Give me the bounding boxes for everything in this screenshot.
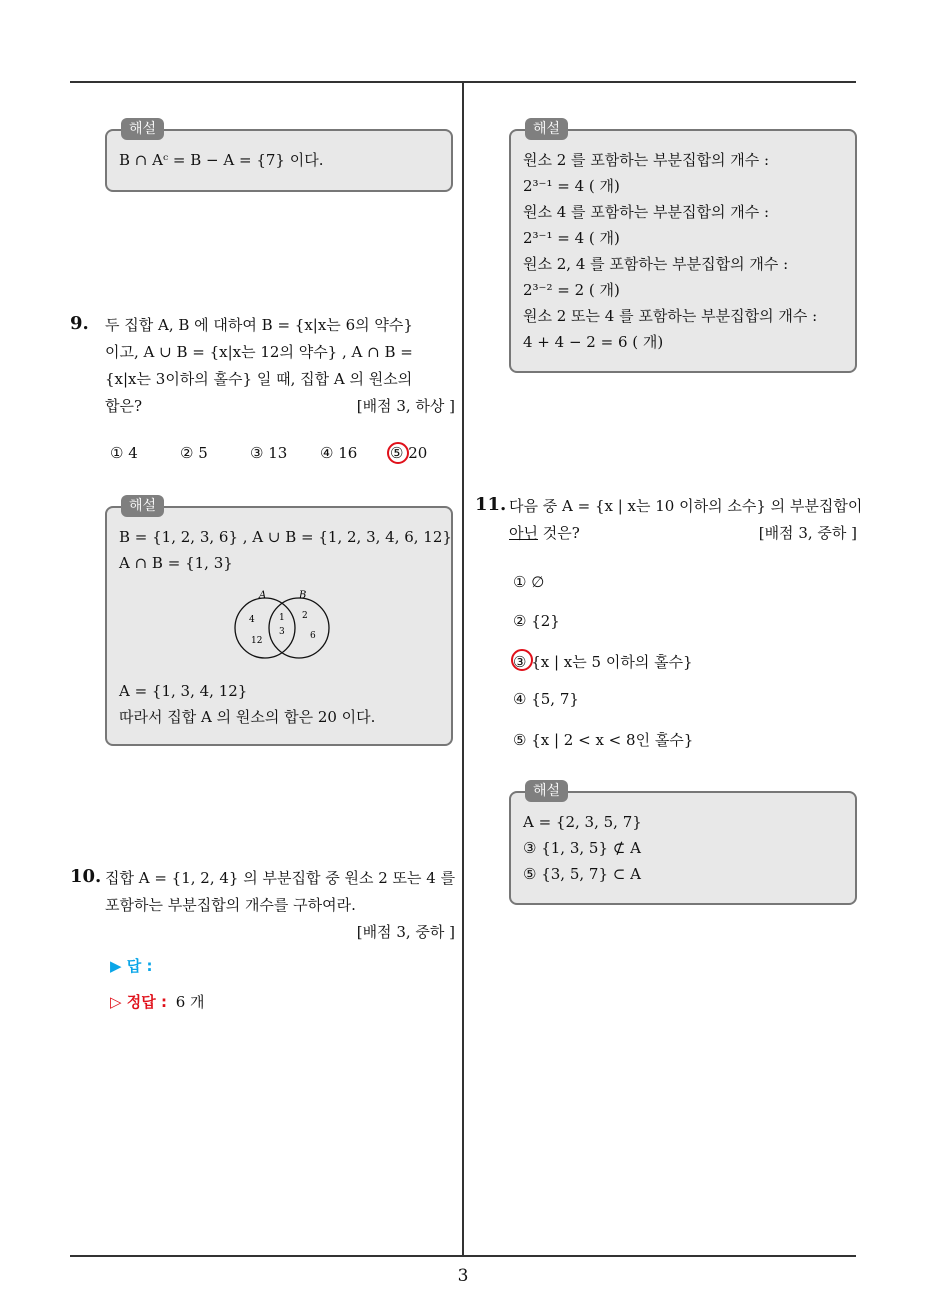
explanation-box-q10 <box>509 121 857 373</box>
question-text-9 <box>105 312 455 420</box>
explanation-line: A = {2, 3, 5, 7} <box>523 813 642 831</box>
emphasis-underlined: 아닌 <box>509 524 538 542</box>
score-label: [배점 3, 중하 ] <box>758 524 857 542</box>
explanation-line: 원소 2 를 포함하는 부분집합의 개수 : <box>523 151 770 169</box>
question-line: 이고, A ∪ B = {x|x는 12의 약수} , A ∩ B = <box>105 343 413 361</box>
venn-diagram <box>225 588 345 660</box>
choice-5[interactable]: ⑤ {x | 2 < x < 8인 홀수} <box>513 731 694 749</box>
bottom-rule <box>70 1255 856 1257</box>
explanation-line: 원소 2, 4 를 포함하는 부분집합의 개수 : <box>523 255 789 273</box>
explanation-line: A = {1, 3, 4, 12} <box>119 682 248 700</box>
explanation-line: 따라서 집합 A 의 원소의 합은 20 이다. <box>119 708 376 726</box>
score-label: [배점 3, 하상 ] <box>356 397 455 415</box>
question-line: 합은? <box>105 397 143 415</box>
venn-label-b: B <box>299 590 307 601</box>
venn-circle-a <box>235 598 295 658</box>
explanation-box-q8 <box>105 121 453 192</box>
column-divider <box>462 83 464 1256</box>
choice-2[interactable]: ② {2} <box>513 612 560 630</box>
question-line: 다음 중 A = {x | x는 10 이하의 소수} 의 부분집합이 <box>509 497 863 515</box>
venn-circle-b <box>269 598 329 658</box>
question-line: 포함하는 부분집합의 개수를 구하여라. <box>105 896 356 914</box>
venn-both-value: 3 <box>279 627 285 637</box>
explanation-line: B ∩ Aᶜ = B − A = {7} 이다. <box>119 151 324 169</box>
choice-1[interactable]: ① 4 <box>110 444 138 462</box>
venn-only-b-value: 6 <box>310 631 316 641</box>
question-text-11 <box>509 493 863 547</box>
explanation-line: 2³⁻¹ = 4 ( 개) <box>523 229 620 247</box>
score-label: [배점 3, 중하 ] <box>356 923 455 941</box>
correct-answer-label: ▷ 정답 : <box>110 993 167 1011</box>
venn-only-a-value: 12 <box>251 636 263 646</box>
correct-mark-circle <box>511 649 533 671</box>
question-number-10: 10. <box>70 866 102 887</box>
question-line: {x|x는 3이하의 홀수} 일 때, 집합 A 의 원소의 <box>105 370 413 388</box>
explanation-line: 2³⁻² = 2 ( 개) <box>523 281 620 299</box>
page-number: 3 <box>457 1266 469 1286</box>
correct-answer-value: 6 개 <box>175 993 205 1011</box>
explanation-tag: 해설 <box>121 118 164 140</box>
choices-q11 <box>513 573 853 763</box>
correct-mark-circle <box>387 442 409 464</box>
explanation-tag: 해설 <box>525 780 568 802</box>
explanation-bottom <box>119 678 375 730</box>
choice-4[interactable]: ④ {5, 7} <box>513 690 579 708</box>
answer-row <box>110 955 152 976</box>
question-line: 집합 A = {1, 2, 4} 의 부분집합 중 원소 2 또는 4 를 <box>105 869 456 887</box>
explanation-line: 4 + 4 − 2 = 6 ( 개) <box>523 333 664 351</box>
answer-label: ▶ 답 : <box>110 957 153 975</box>
question-number-11: 11. <box>475 494 507 515</box>
explanation-line: B = {1, 2, 3, 6} , A ∪ B = {1, 2, 3, 4, 6, 12} <box>119 528 452 546</box>
explanation-line: 원소 4 를 포함하는 부분집합의 개수 : <box>523 203 770 221</box>
venn-both-value: 1 <box>279 613 285 623</box>
explanation-line: ③ {1, 3, 5} ⊄ A <box>523 839 641 857</box>
explanation-tag: 해설 <box>525 118 568 140</box>
choice-3[interactable]: ③ 13 <box>250 444 288 462</box>
choice-5[interactable]: ⑤ 20 <box>390 444 428 462</box>
explanation-box-q9 <box>105 498 453 746</box>
explanation-line: 2³⁻¹ = 4 ( 개) <box>523 177 620 195</box>
question-line: 것은? <box>537 524 580 542</box>
correct-answer-row <box>110 991 205 1012</box>
explanation-tag: 해설 <box>121 495 164 517</box>
explanation-line: ⑤ {3, 5, 7} ⊂ A <box>523 865 641 883</box>
question-line: 두 집합 A, B 에 대하여 B = {x|x는 6의 약수} <box>105 316 413 334</box>
explanation-box-q11 <box>509 783 857 905</box>
venn-only-a-value: 4 <box>249 615 255 625</box>
explanation-line: A ∩ B = {1, 3} <box>119 554 233 572</box>
venn-label-a: A <box>259 590 267 601</box>
choice-1[interactable]: ① ∅ <box>513 573 545 591</box>
venn-only-b-value: 2 <box>302 611 308 621</box>
choice-3[interactable]: ③ {x | x는 5 이하의 홀수} <box>513 653 693 671</box>
question-number-9: 9. <box>70 313 89 334</box>
choice-4[interactable]: ④ 16 <box>320 444 358 462</box>
question-text-10 <box>105 865 455 946</box>
choice-2[interactable]: ② 5 <box>180 444 208 462</box>
explanation-line: 원소 2 또는 4 를 포함하는 부분집합의 개수 : <box>523 307 818 325</box>
choices-q9 <box>110 444 450 468</box>
